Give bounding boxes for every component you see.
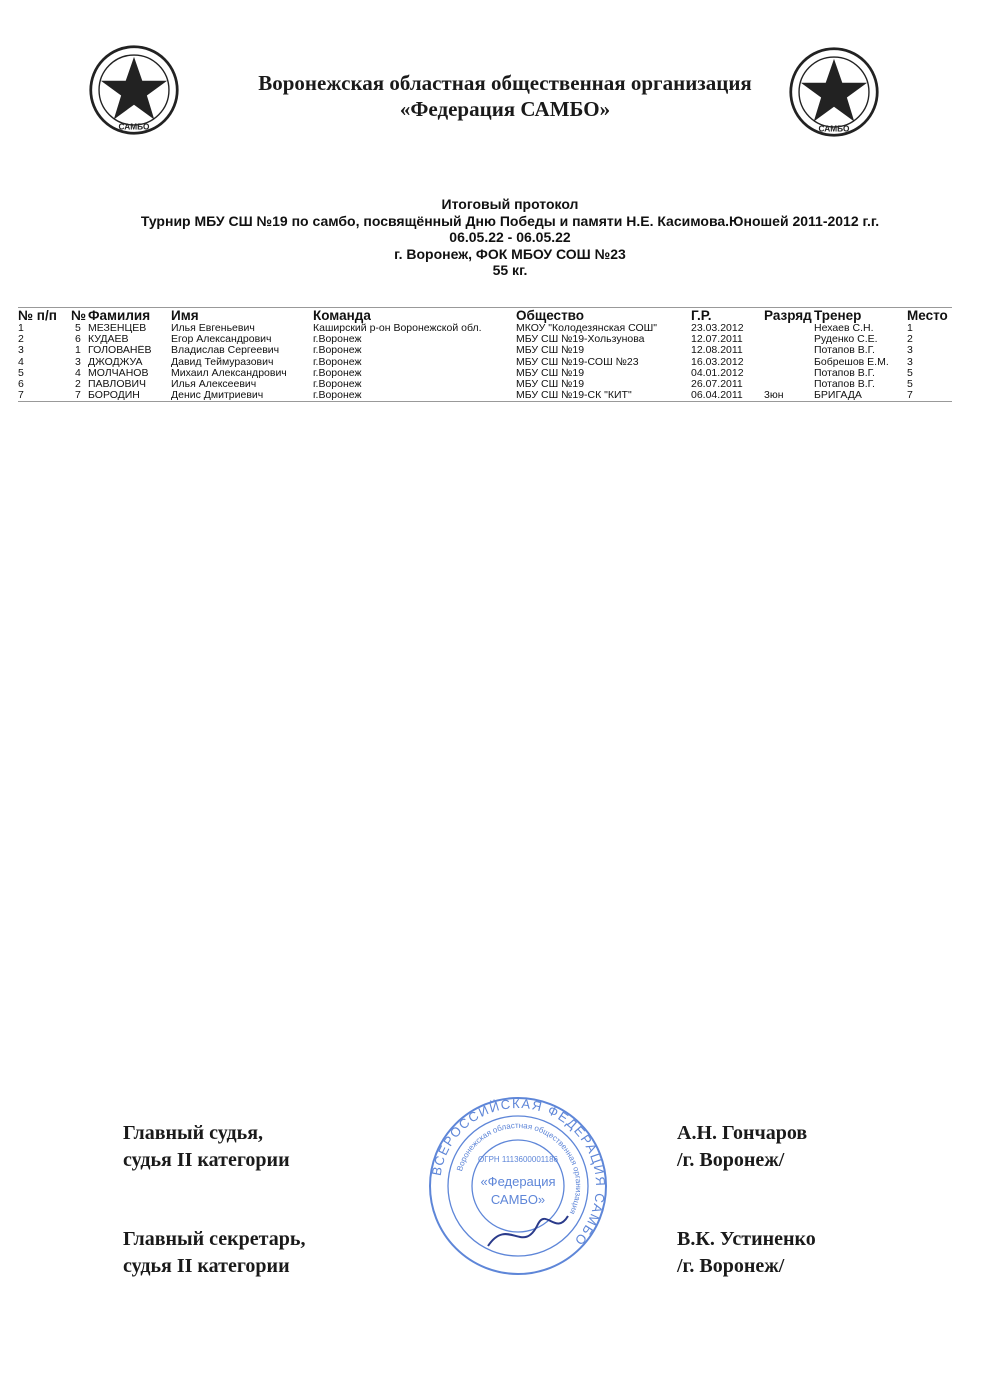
tournament-dates: 06.05.22 - 06.05.22 — [449, 229, 571, 245]
cell-col-num: 1 — [18, 323, 24, 334]
header-col-birth: Г.Р. — [691, 308, 712, 323]
cell-col-name: Давид Теймуразович — [171, 356, 274, 368]
cell-col-team: г.Воронеж — [313, 390, 362, 402]
cell-col-name: Денис Дмитриевич — [171, 390, 264, 402]
org-line-1: Воронежская областная общественная организация — [258, 71, 752, 95]
cell-col-draw: 1 — [75, 345, 81, 357]
chief-judge-city: /г. Воронеж/ — [677, 1149, 785, 1171]
table-row — [18, 379, 952, 390]
weight-category: 55 кг. — [492, 262, 528, 278]
cell-col-draw: 2 — [75, 378, 81, 390]
stamp-center-1: «Федерация — [480, 1174, 556, 1189]
header-col-name: Имя — [171, 308, 199, 323]
cell-col-society: МБУ СШ №19 — [516, 378, 585, 390]
cell-col-society: МКОУ "Колодезянская СОШ" — [516, 323, 657, 334]
secretary-role-line2: судья II категории — [123, 1255, 290, 1277]
table-row — [18, 323, 952, 334]
cell-col-num: 7 — [18, 390, 24, 402]
cell-col-birth: 26.07.2011 — [691, 378, 743, 390]
cell-col-draw: 4 — [75, 367, 81, 379]
cell-col-num: 5 — [18, 367, 24, 379]
cell-col-num: 4 — [18, 356, 24, 368]
cell-col-place: 2 — [907, 334, 913, 346]
cell-col-surname: ГОЛОВАНЁВ — [88, 345, 152, 357]
cell-col-draw: 5 — [75, 323, 81, 334]
cell-col-name: Владислав Сергеевич — [171, 345, 280, 357]
table-row — [18, 357, 952, 368]
header-col-team: Команда — [313, 308, 371, 323]
cell-col-name: Илья Алексеевич — [171, 378, 257, 390]
table-row — [18, 345, 952, 356]
cell-col-coach: Потапов В.Г. — [814, 345, 875, 357]
header-col-coach: Тренер — [814, 308, 862, 323]
cell-col-place: 5 — [907, 378, 913, 390]
table-row — [18, 334, 952, 345]
cell-col-num: 2 — [18, 334, 24, 346]
header-col-surname: Фамилия — [88, 308, 151, 323]
cell-col-birth: 06.04.2011 — [691, 390, 743, 402]
cell-col-draw: 6 — [75, 334, 81, 346]
secretary-name: В.К. Устиненко — [677, 1228, 816, 1250]
chief-judge-role — [123, 1120, 290, 1174]
table-row — [18, 368, 952, 379]
cell-col-rank: 3юн — [764, 390, 784, 402]
cell-col-name: Михаил Александрович — [171, 367, 287, 379]
svg-text:САМБО: САМБО — [118, 122, 150, 132]
cell-col-draw: 7 — [75, 390, 81, 402]
table-row — [18, 390, 952, 401]
chief-judge-name-block — [677, 1120, 807, 1174]
cell-col-num: 3 — [18, 345, 24, 357]
cell-col-coach: БРИГАДА — [814, 390, 862, 402]
stamp-center-2: САМБО» — [490, 1192, 546, 1207]
header-col-society: Общество — [516, 308, 585, 323]
cell-col-birth: 04.01.2012 — [691, 367, 744, 379]
cell-col-coach: Нехаев С.Н. — [814, 323, 874, 334]
cell-col-birth: 23.03.2012 — [691, 323, 744, 334]
cell-col-place: 1 — [907, 323, 913, 334]
cell-col-surname: ДЖОДЖУА — [88, 356, 143, 368]
cell-col-place: 3 — [907, 356, 913, 368]
tournament-venue: г. Воронеж, ФОК МБОУ СОШ №23 — [394, 245, 626, 262]
chief-judge-name: А.Н. Гончаров — [677, 1122, 808, 1144]
stamp-inner-text: Воронежская областная общественная организация — [455, 1120, 584, 1216]
cell-col-society: МБУ СШ №19 — [516, 367, 585, 379]
results-table — [18, 307, 952, 402]
cell-col-num: 6 — [18, 378, 24, 390]
cell-col-birth: 16.03.2012 — [691, 356, 744, 368]
cell-col-surname: КУДАЕВ — [88, 334, 129, 346]
cell-col-birth: 12.07.2011 — [691, 334, 743, 346]
cell-col-team: г.Воронеж — [313, 367, 362, 379]
cell-col-team: г.Воронеж — [313, 356, 362, 368]
tournament-name: Турнир МБУ СШ №19 по самбо, посвящённый Дню Победы и памяти Н.Е. Касимова.Юношей 2011-2012 г.г. — [140, 212, 880, 229]
cell-col-name: Егор Александрович — [171, 334, 272, 346]
protocol-title: Итоговый протокол — [441, 196, 579, 212]
table-body — [18, 323, 952, 401]
secretary-role-line1: Главный секретарь, — [123, 1228, 306, 1250]
cell-col-society: МБУ СШ №19-СОШ №23 — [516, 356, 639, 368]
cell-col-team: г.Воронеж — [313, 378, 362, 390]
svg-text:САМБО: САМБО — [818, 124, 850, 134]
cell-col-surname: МЕЗЕНЦЕВ — [88, 323, 147, 334]
secretary-city: /г. Воронеж/ — [677, 1255, 785, 1277]
header-col-draw: № — [71, 308, 87, 323]
secretary-name-block — [677, 1226, 816, 1280]
stamp-ogrn: ОГРН 1113600001186 — [478, 1155, 558, 1164]
chief-judge-role-line1: Главный судья, — [123, 1122, 264, 1144]
cell-col-surname: МОЛЧАНОВ — [88, 367, 149, 379]
cell-col-coach: Потапов В.Г. — [814, 367, 875, 379]
organization-title — [200, 70, 810, 122]
secretary-role — [123, 1226, 305, 1280]
cell-col-team: Каширский р-он Воронежской обл. — [313, 323, 482, 334]
table-header-row — [18, 308, 952, 323]
cell-col-place: 3 — [907, 345, 913, 357]
cell-col-birth: 12.08.2011 — [691, 345, 743, 357]
cell-col-coach: Руденко С.Е. — [814, 334, 878, 346]
cell-col-place: 5 — [907, 367, 913, 379]
cell-col-place: 7 — [907, 390, 913, 402]
cell-col-society: МБУ СШ №19-СК "КИТ" — [516, 390, 632, 402]
org-line-2: «Федерация САМБО» — [399, 97, 611, 121]
federation-stamp — [428, 1096, 608, 1276]
header-col-place: Место — [907, 308, 948, 323]
cell-col-team: г.Воронеж — [313, 334, 362, 346]
cell-col-society: МБУ СШ №19 — [516, 345, 585, 357]
cell-col-surname: БОРОДИН — [88, 390, 140, 402]
sambo-logo-left — [88, 44, 180, 136]
cell-col-surname: ПАВЛОВИЧ — [88, 378, 147, 390]
cell-col-team: г.Воронеж — [313, 345, 362, 357]
header-col-rank: Разряд — [764, 308, 812, 323]
protocol-header — [20, 196, 1000, 279]
cell-col-society: МБУ СШ №19-Хользунова — [516, 334, 645, 346]
cell-col-coach: Бобрешов Е.М. — [814, 356, 889, 368]
cell-col-coach: Потапов В.Г. — [814, 378, 875, 390]
cell-col-name: Илья Евгеньевич — [171, 323, 255, 334]
chief-judge-role-line2: судья II категории — [123, 1149, 290, 1171]
stamp-outer-text: ВСЕРОССИЙСКАЯ ФЕДЕРАЦИЯ САМБО — [428, 1096, 608, 1250]
header-col-num: № п/п — [18, 308, 57, 323]
cell-col-draw: 3 — [75, 356, 81, 368]
